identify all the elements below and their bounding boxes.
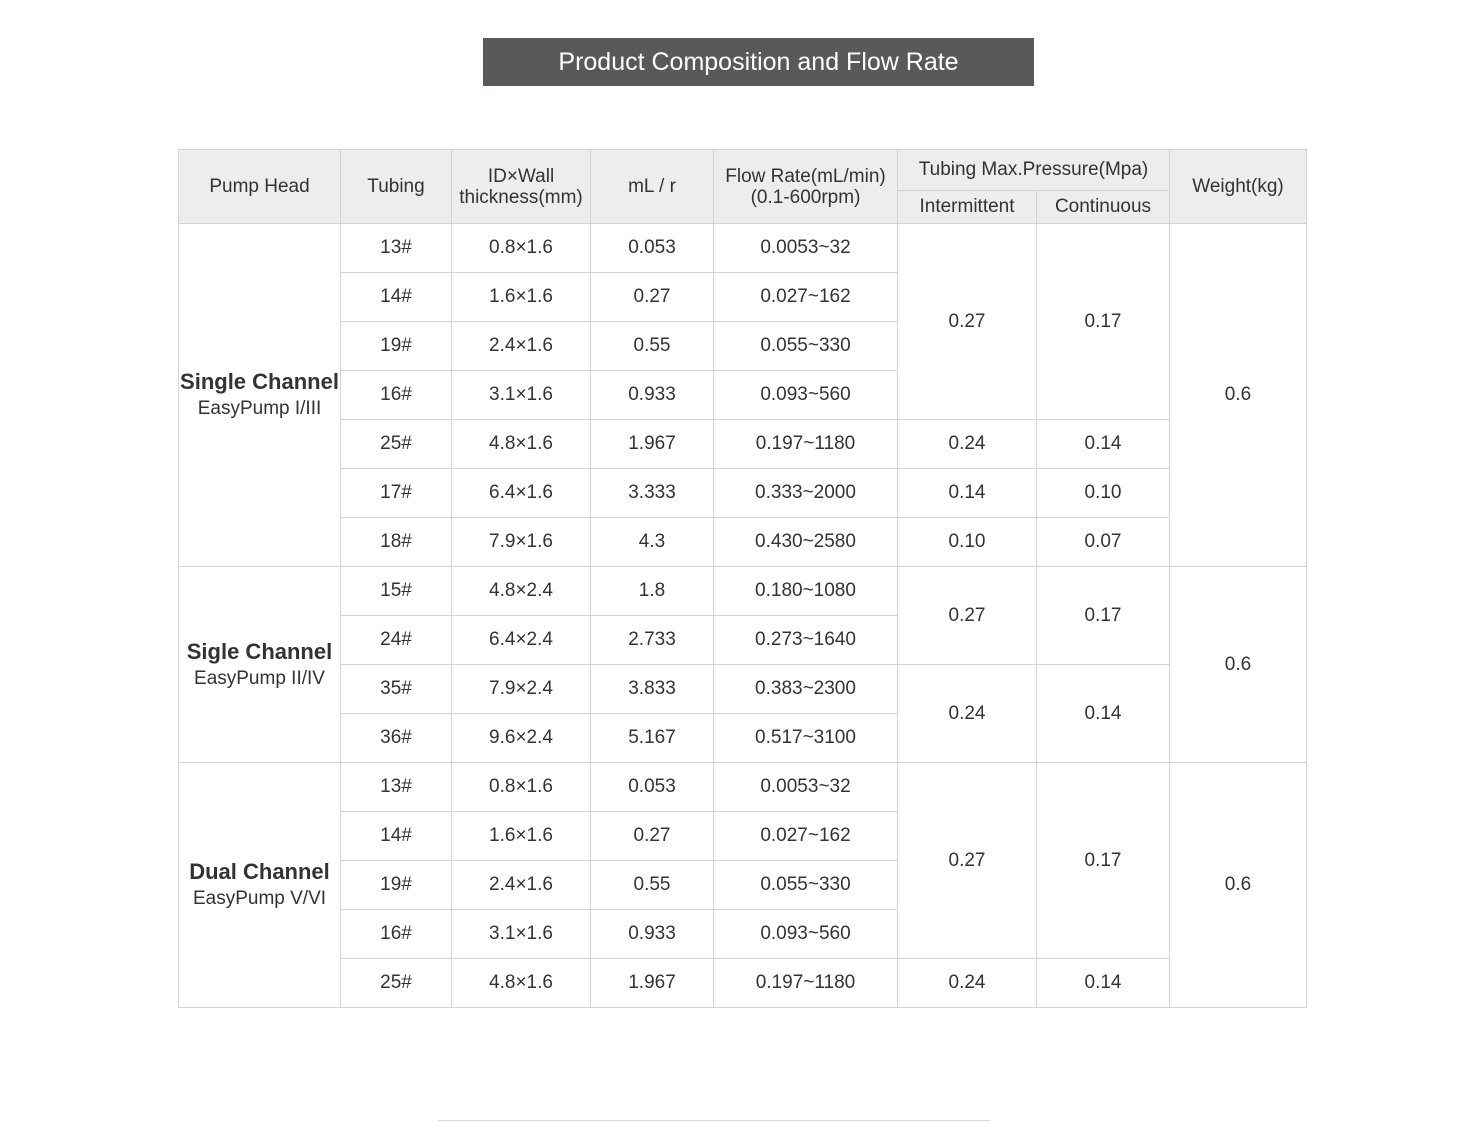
header-max-pressure: Tubing Max.Pressure(Mpa): [898, 150, 1170, 191]
cell-tubing: 13#: [341, 763, 452, 812]
table-body: [179, 224, 1307, 1008]
cell-flow: 0.055~330: [714, 322, 898, 371]
cell-ml-r: 0.27: [591, 812, 714, 861]
section-title: Product Composition and Flow Rate: [558, 47, 959, 76]
header-id-wall-line2: thickness(mm): [459, 186, 583, 208]
header-pump-head: Pump Head: [179, 150, 341, 224]
pump-head-model: EasyPump V/VI: [192, 888, 327, 909]
table-row: [179, 763, 1307, 812]
pump-head-model: EasyPump I/III: [197, 398, 322, 419]
cell-id-wall: 0.8×1.6: [452, 224, 591, 273]
pump-head-cell: [179, 224, 341, 567]
cell-tubing: 15#: [341, 567, 452, 616]
cell-ml-r: 0.053: [591, 224, 714, 273]
header-weight: Weight(kg): [1170, 150, 1307, 224]
cell-id-wall: 7.9×2.4: [452, 665, 591, 714]
cell-flow: 0.093~560: [714, 371, 898, 420]
cell-id-wall: 4.8×1.6: [452, 959, 591, 1008]
cell-id-wall: 3.1×1.6: [452, 910, 591, 959]
footer-divider: [438, 1120, 990, 1121]
cell-intermittent: 0.24: [898, 665, 1037, 763]
cell-continuous: 0.17: [1037, 224, 1170, 420]
cell-intermittent: 0.24: [898, 420, 1037, 469]
cell-id-wall: 6.4×1.6: [452, 469, 591, 518]
cell-weight: 0.6: [1170, 567, 1307, 763]
pump-head-name: Dual Channel: [189, 859, 330, 884]
cell-flow: 0.333~2000: [714, 469, 898, 518]
cell-tubing: 19#: [341, 322, 452, 371]
cell-tubing: 24#: [341, 616, 452, 665]
cell-ml-r: 2.733: [591, 616, 714, 665]
cell-id-wall: 2.4×1.6: [452, 322, 591, 371]
cell-tubing: 13#: [341, 224, 452, 273]
cell-tubing: 16#: [341, 910, 452, 959]
header-flow-rate-line2: (0.1-600rpm): [750, 186, 861, 208]
table-row: [179, 420, 1307, 469]
table-row: [179, 567, 1307, 616]
cell-tubing: 14#: [341, 812, 452, 861]
cell-ml-r: 1.8: [591, 567, 714, 616]
cell-continuous: 0.07: [1037, 518, 1170, 567]
pump-head-cell: [179, 763, 341, 1008]
cell-continuous: 0.10: [1037, 469, 1170, 518]
table-row: [179, 224, 1307, 273]
cell-flow: 0.180~1080: [714, 567, 898, 616]
cell-ml-r: 3.333: [591, 469, 714, 518]
header-flow-rate-line1: Flow Rate(mL/min): [725, 165, 886, 187]
header-id-wall: [452, 150, 591, 224]
cell-intermittent: 0.14: [898, 469, 1037, 518]
cell-ml-r: 1.967: [591, 420, 714, 469]
cell-ml-r: 5.167: [591, 714, 714, 763]
cell-flow: 0.197~1180: [714, 420, 898, 469]
cell-flow: 0.055~330: [714, 861, 898, 910]
cell-id-wall: 2.4×1.6: [452, 861, 591, 910]
cell-id-wall: 4.8×1.6: [452, 420, 591, 469]
cell-continuous: 0.17: [1037, 763, 1170, 959]
pump-head-cell: [179, 567, 341, 763]
cell-intermittent: 0.27: [898, 763, 1037, 959]
cell-weight: 0.6: [1170, 224, 1307, 567]
cell-tubing: 25#: [341, 420, 452, 469]
cell-id-wall: 3.1×1.6: [452, 371, 591, 420]
cell-weight: 0.6: [1170, 763, 1307, 1008]
cell-flow: 0.027~162: [714, 812, 898, 861]
header-ml-per-rev: mL / r: [591, 150, 714, 224]
cell-tubing: 18#: [341, 518, 452, 567]
cell-ml-r: 0.933: [591, 910, 714, 959]
cell-tubing: 35#: [341, 665, 452, 714]
cell-flow: 0.027~162: [714, 273, 898, 322]
header-flow-rate: [714, 150, 898, 224]
header-id-wall-line1: ID×Wall: [487, 165, 555, 187]
pump-head-name: Sigle Channel: [186, 638, 333, 664]
header-continuous: Continuous: [1037, 191, 1170, 224]
cell-intermittent: 0.24: [898, 959, 1037, 1008]
cell-ml-r: 0.55: [591, 322, 714, 371]
cell-flow: 0.0053~32: [714, 224, 898, 273]
cell-id-wall: 1.6×1.6: [452, 812, 591, 861]
cell-id-wall: 7.9×1.6: [452, 518, 591, 567]
cell-intermittent: 0.27: [898, 224, 1037, 420]
cell-continuous: 0.14: [1037, 665, 1170, 763]
pump-head-model: EasyPump II/IV: [194, 667, 325, 689]
table-row: [179, 469, 1307, 518]
cell-id-wall: 0.8×1.6: [452, 763, 591, 812]
cell-tubing: 17#: [341, 469, 452, 518]
specification-table: [178, 149, 1307, 1008]
cell-ml-r: 0.933: [591, 371, 714, 420]
cell-flow: 0.383~2300: [714, 665, 898, 714]
cell-ml-r: 3.833: [591, 665, 714, 714]
cell-id-wall: 9.6×2.4: [452, 714, 591, 763]
cell-ml-r: 1.967: [591, 959, 714, 1008]
table-row: [179, 518, 1307, 567]
cell-flow: 0.430~2580: [714, 518, 898, 567]
table-row: [179, 665, 1307, 714]
cell-id-wall: 1.6×1.6: [452, 273, 591, 322]
pump-head-name: Single Channel: [180, 369, 339, 394]
cell-tubing: 19#: [341, 861, 452, 910]
cell-flow: 0.093~560: [714, 910, 898, 959]
cell-continuous: 0.17: [1037, 567, 1170, 665]
cell-tubing: 14#: [341, 273, 452, 322]
cell-flow: 0.197~1180: [714, 959, 898, 1008]
cell-flow: 0.517~3100: [714, 714, 898, 763]
header-intermittent: Intermittent: [898, 191, 1037, 224]
cell-ml-r: 0.27: [591, 273, 714, 322]
cell-flow: 0.273~1640: [714, 616, 898, 665]
cell-id-wall: 6.4×2.4: [452, 616, 591, 665]
table-row: [179, 959, 1307, 1008]
cell-flow: 0.0053~32: [714, 763, 898, 812]
section-title-banner: [483, 38, 1034, 86]
cell-ml-r: 4.3: [591, 518, 714, 567]
header-tubing: Tubing: [341, 150, 452, 224]
cell-continuous: 0.14: [1037, 959, 1170, 1008]
cell-ml-r: 0.053: [591, 763, 714, 812]
cell-tubing: 25#: [341, 959, 452, 1008]
cell-tubing: 16#: [341, 371, 452, 420]
cell-ml-r: 0.55: [591, 861, 714, 910]
cell-continuous: 0.14: [1037, 420, 1170, 469]
cell-intermittent: 0.10: [898, 518, 1037, 567]
cell-intermittent: 0.27: [898, 567, 1037, 665]
cell-id-wall: 4.8×2.4: [452, 567, 591, 616]
cell-tubing: 36#: [341, 714, 452, 763]
